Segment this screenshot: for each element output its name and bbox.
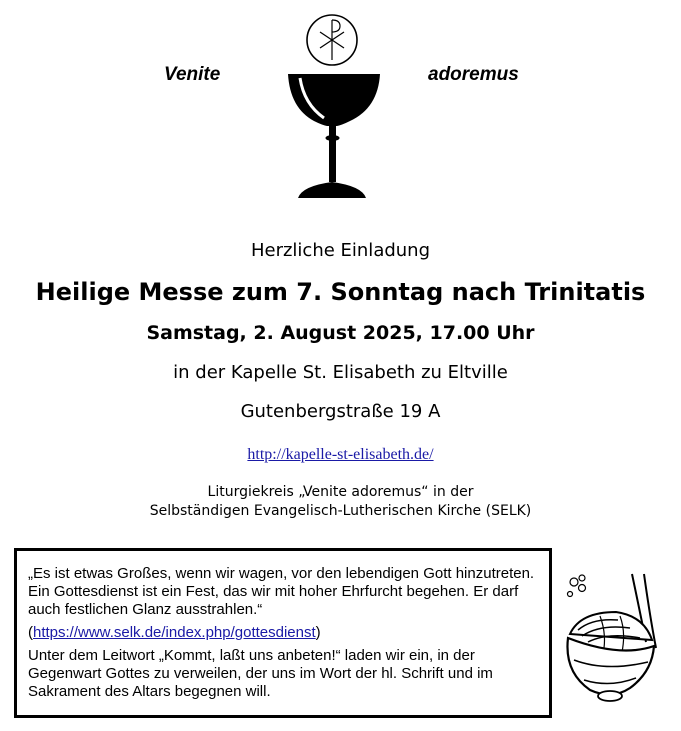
censer-icon [560, 572, 670, 712]
organizer-info [0, 483, 681, 521]
event-street: Gutenbergstraße 19 A [240, 401, 441, 422]
motto-right: adoremus [428, 64, 519, 85]
motto-left: Venite [164, 64, 221, 85]
invitation-text: Herzliche Einladung [250, 240, 431, 261]
quote-source-open: ( [28, 624, 33, 641]
event-location: in der Kapelle St. Elisabeth zu Eltville [173, 362, 508, 383]
website-link[interactable]: http://kapelle-st-elisabeth.de/ [247, 446, 434, 463]
website-link-container [0, 446, 681, 464]
quote-source [28, 624, 539, 642]
quote-source-close: ) [315, 624, 321, 641]
organizer-line-2: Selbständigen Evangelisch-Lutherischen Kirche (SELK) [149, 503, 532, 519]
quote-box [14, 548, 552, 718]
event-date-time: Samstag, 2. August 2025, 17.00 Uhr [146, 322, 535, 344]
organizer-line-1: Liturgiekreis „Venite adoremus“ in der [207, 484, 474, 500]
invitation-paragraph: Unter dem Leitwort „Kommt, laßt uns anbeten!“ laden wir ein, in der Gegenwart Gottes zu verweilen, der uns im Wort der hl. Schrift und im Sakrament des Altars begegnen will. [28, 647, 493, 700]
event-title: Heilige Messe zum 7. Sonntag nach Trinitatis [35, 278, 646, 306]
quote-source-link[interactable]: https://www.selk.de/index.php/gottesdienst [33, 624, 316, 641]
quote-text: „Es ist etwas Großes, wenn wir wagen, vor den lebendigen Gott hinzutreten. Ein Gottesdienst ist ein Fest, das wir mit hoher Ehrfurcht begehen. Er darf auch festlichen Glanz ausstrahlen.“ [28, 565, 535, 618]
chalice-host-icon [280, 8, 390, 200]
